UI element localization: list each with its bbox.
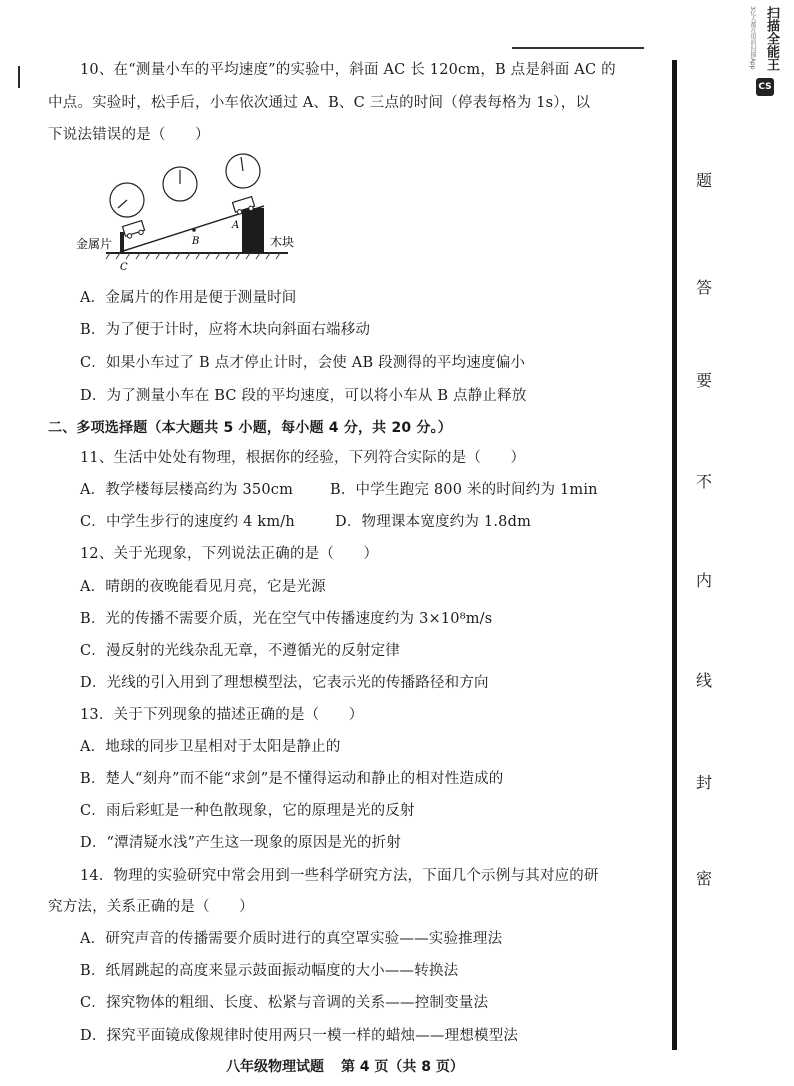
seal-char: 线 [695, 671, 712, 690]
margin-mark [18, 66, 20, 88]
footer-page-number: 第 4 页（共 8 页） [340, 1059, 464, 1075]
q14-line1: 14．物理的实验研究中常会用到一些科学研究方法，下面几个示例与其对应的研 [80, 868, 599, 884]
q14-option-c: C．探究物体的粗细、长度、松紧与音调的关系——控制变量法 [80, 995, 489, 1011]
q12-stem: 12、关于光现象，下列说法正确的是（ ） [80, 546, 379, 562]
q10-line1: 10、在“测量小车的平均速度”的实验中，斜面 AC 长 120cm，B 点是斜面 AC 的 [80, 62, 616, 78]
seal-char: 封 [695, 773, 712, 792]
section-2-title: 二、多项选择题（本大题共 5 小题，每小题 4 分，共 20 分。） [48, 420, 453, 436]
point-b-dot [192, 228, 196, 232]
label-c: C [120, 262, 128, 273]
wood-block [242, 208, 264, 253]
q13-option-c: C．雨后彩虹是一种色散现象，它的原理是光的反射 [80, 803, 415, 819]
seal-char: 内 [695, 571, 712, 590]
q10-option-c: C．如果小车过了 B 点才停止计时，会使 AB 段测得的平均速度偏小 [80, 355, 526, 371]
q11-option-a: A．教学楼每层楼高约为 350cm [80, 482, 294, 498]
scanner-watermark [748, 6, 788, 76]
stopwatch-c-icon [110, 183, 144, 217]
q11-stem: 11、生活中处处有物理，根据你的经验，下列符合实际的是（ ） [80, 450, 526, 466]
q14-option-b: B．纸屑跳起的高度来显示鼓面振动幅度的大小——转换法 [80, 963, 459, 979]
top-rule [512, 47, 644, 49]
q13-option-b: B．楚人“刻舟”而不能“求剑”是不懂得运动和静止的相对性造成的 [80, 771, 504, 787]
q14-option-d: D．探究平面镜成像规律时使用两只一模一样的蜡烛——理想模型法 [80, 1028, 519, 1044]
q11-option-b: B．中学生跑完 800 米的时间约为 1min [330, 482, 598, 498]
q12-option-c: C．漫反射的光线杂乱无章，不遵循光的反射定律 [80, 643, 400, 659]
metal-plate [120, 232, 124, 252]
scanner-name: 扫描全能王 [764, 6, 779, 71]
q13-stem: 13．关于下列现象的描述正确的是（ ） [80, 707, 364, 723]
stopwatch-a-icon [226, 154, 260, 188]
label-block: 木块 [270, 235, 295, 249]
q11-option-d: D．物理课本宽度约为 1.8dm [335, 514, 532, 530]
footer-subject: 八年级物理试题 [226, 1059, 325, 1075]
q11-option-c: C．中学生步行的速度约 4 km/h [80, 514, 295, 530]
q10-option-b: B．为了便于计时，应将木块向斜面右端移动 [80, 322, 371, 338]
incline-diagram [70, 148, 300, 278]
cart-bottom [122, 221, 145, 239]
q12-option-b: B．光的传播不需要介质，光在空气中传播速度约为 3×10⁸m/s [80, 611, 493, 627]
seal-char: 不 [695, 472, 712, 491]
seal-char: 密 [695, 869, 712, 888]
seal-char: 题 [695, 171, 712, 190]
seal-char: 答 [695, 278, 712, 297]
q12-option-d: D．光线的引入用到了理想模型法，它表示光的传播路径和方向 [80, 675, 489, 691]
label-b: B [192, 236, 200, 247]
q13-option-a: A．地球的同步卫星相对于太阳是静止的 [80, 739, 341, 755]
page-footer [0, 1056, 690, 1076]
q14-line2: 究方法，关系正确的是（ ） [48, 899, 254, 915]
scanner-logo-icon: CS [756, 78, 774, 96]
q10-line3: 下说法错误的是（ ） [48, 127, 210, 143]
q14-option-a: A．研究声音的传播需要介质时进行的真空罩实验——实验推理法 [80, 931, 503, 947]
q12-option-a: A．晴朗的夜晚能看见月亮，它是光源 [80, 579, 326, 595]
label-a: A [232, 220, 240, 231]
seal-line-bar [672, 60, 677, 1050]
q13-option-d: D．“潭清疑水浅”产生这一现象的原因是光的折射 [80, 835, 402, 851]
seal-char: 要 [695, 371, 712, 390]
q10-option-d: D．为了测量小车在 BC 段的平均速度，可以将小车从 B 点静止释放 [80, 388, 527, 404]
scanner-tagline: 3亿人都在用的扫描App [749, 6, 756, 70]
stopwatch-b-icon [163, 167, 197, 201]
q10-line2: 中点。实验时，松手后，小车依次通过 A、B、C 三点的时间（停表每格为 1s），以 [48, 95, 591, 111]
label-metal: 金属片 [76, 237, 113, 251]
q10-option-a: A．金属片的作用是便于测量时间 [80, 290, 297, 306]
